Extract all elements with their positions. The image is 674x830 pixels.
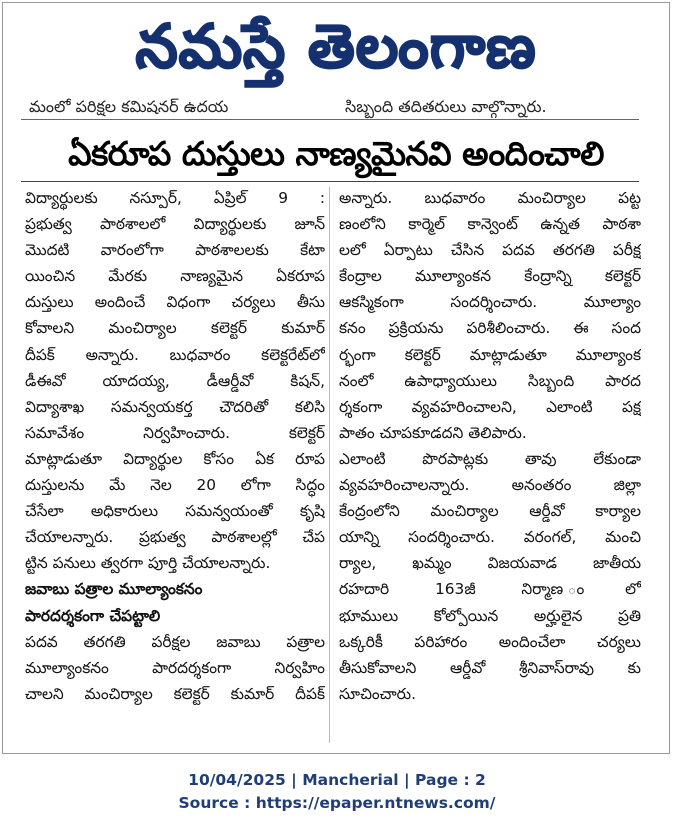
footer-source: Source : https://epaper.ntnews.com/ <box>178 794 496 812</box>
article-line: కోవాలని మంచిర్యాల కలెక్టర్ కుమార్ <box>25 319 325 338</box>
article-line: ట్టిన పనులు త్వరగా పూర్తి చేయాలన్నారు. <box>25 554 271 573</box>
article-line: చాలని మంచిర్యాల కలెక్టర్ కుమార్ దీపక్ <box>25 684 325 703</box>
article-line: అన్నారు. బుధవారం మంచిర్యాల పట్ట <box>339 189 641 207</box>
article-line: దీపక్ అన్నారు. బుధవారం కలెక్టరేట్‌లో <box>25 345 325 364</box>
article-line: ఎలాంటి పొరపాట్లకు తావు లేకుండా <box>339 449 641 468</box>
article-line: ర్భంగా కలెక్టర్ మాట్లాడుతూ మూల్యాంక <box>339 345 641 364</box>
subheading-line: పారదర్శకంగా చేపట్టాలి <box>25 606 161 625</box>
previous-article-divider <box>21 119 639 120</box>
article-paragraph-2 <box>25 629 325 707</box>
previous-article-strip <box>3 93 669 125</box>
article-line: మూల్యాంకనం పారదర్శకంగా నిర్వహిం <box>25 658 325 677</box>
article-line: చేయాలన్నారు. ప్రభుత్వ పాఠశాలల్లో చేప <box>25 528 325 547</box>
article-line: ఆకస్మికంగా సందర్శించారు. మూల్యాం <box>339 293 641 312</box>
article-line: విద్యార్థులకు నస్పూర్, ఏప్రిల్ 9 : <box>25 189 325 207</box>
headline-divider <box>21 181 639 182</box>
article-line: వ్యవహరించాలన్నారు. అనంతరం జిల్లా <box>339 476 641 495</box>
article-line: దుస్తులను మే నెల 20 లోగా సిద్ధం <box>25 476 325 495</box>
article-column-right <box>339 185 641 707</box>
article-line: ర్యాల, ఖమ్మం విజయవాడ జాతీయ <box>339 554 641 573</box>
article-line: రహదారి 163జీ నిర్మాణ ంలో <box>339 580 641 599</box>
article-line: మొదటి వారంలోగా పాఠశాలలకు కేటా <box>25 241 325 260</box>
article-line: మాట్లాడుతూ విద్యార్థుల కోసం ఏక రూప <box>25 449 325 468</box>
column-divider <box>329 187 330 743</box>
article-line: పదవ తరగతి పరీక్షల జవాబు పత్రాల <box>25 632 325 651</box>
article-line: లలో ఏర్పాటు చేసిన పదవ తరగతి పరీక్ష <box>339 241 641 260</box>
article-line: చేసేలా అధికారులు సమన్వయంతో కృషి <box>25 502 325 521</box>
article-line: కేంద్రాల మూల్యాంకన కేంద్రాన్ని కలెక్టర్ <box>339 267 641 286</box>
article-line: ర్శకంగా వ్యవహరించాలని, ఎలాంటి పక్ష <box>339 397 641 416</box>
article-line: భూములు కోల్పోయిన అర్హులైన ప్రతి <box>339 606 641 625</box>
article-line: యాన్ని సందర్శించారు. వరంగల్, మంచి <box>339 528 641 547</box>
article-line: విద్యాశాఖ సమన్వయకర్త చౌదరితో కలిసి <box>25 397 325 416</box>
article-line: పాతం చూపకూడదని తెలిపారు. <box>339 423 527 442</box>
previous-article-fragment-right: సిబ్బంది తదితరులు వాల్గొన్నారు. <box>345 97 547 116</box>
footer-date-edition: 10/04/2025 | Mancherial | Page : 2 <box>188 771 486 789</box>
article-headline: ఏకరూప దుస్తులు నాణ్యమైనవి అందించాలి <box>68 134 604 173</box>
newspaper-logo: నమస్తే తెలంగాణ <box>135 12 537 82</box>
article-line: కనం ప్రక్రియను పరిశీలించారు. ఈ సంద <box>339 319 641 338</box>
article-line: నంలో ఉపాధ్యాయులు సిబ్బంది పారద <box>339 371 641 390</box>
article-line: డీఈవో యాదయ్య, డీఆర్డీవో కిషన్, <box>25 371 325 390</box>
article-line: సూచించారు. <box>339 684 416 703</box>
article-line: ణంలోని కార్మెల్ కాన్వెంట్ ఉన్నత పాఠశా <box>339 215 641 234</box>
article-line: కేంద్రంలోని మంచిర్యాల ఆర్డీవో కార్యాల <box>339 502 641 521</box>
previous-article-fragment-left: మంలో పరిక్షల కమిషనర్ ఉదయ <box>29 97 229 116</box>
article-line: ఒక్కరికీ పరిహారం అందించేలా చర్యలు <box>339 632 641 651</box>
article-line: ప్రభుత్వ పాఠశాలలో విద్యార్థులకు జూన్ <box>25 215 325 234</box>
subheading-line: జవాబు పత్రాల మూల్యాంకనం <box>25 580 203 599</box>
article-column-left <box>25 185 325 707</box>
masthead <box>3 7 669 89</box>
article-line: సమావేశం నిర్వహించారు. కలెక్టర్ <box>25 423 325 442</box>
article-line: దుస్తులు అందించే విధంగా చర్యలు తీసు <box>25 293 325 312</box>
article-line: యించిన మేరకు నాణ్యమైన ఏకరూప <box>25 267 325 286</box>
newspaper-clipping <box>2 2 670 754</box>
article-paragraph-1 <box>25 185 325 576</box>
article-line: తీసుకోవాలని ఆర్డీవో శ్రీనివాస్‌రావు కు <box>339 658 641 677</box>
article-subheading <box>25 576 325 628</box>
